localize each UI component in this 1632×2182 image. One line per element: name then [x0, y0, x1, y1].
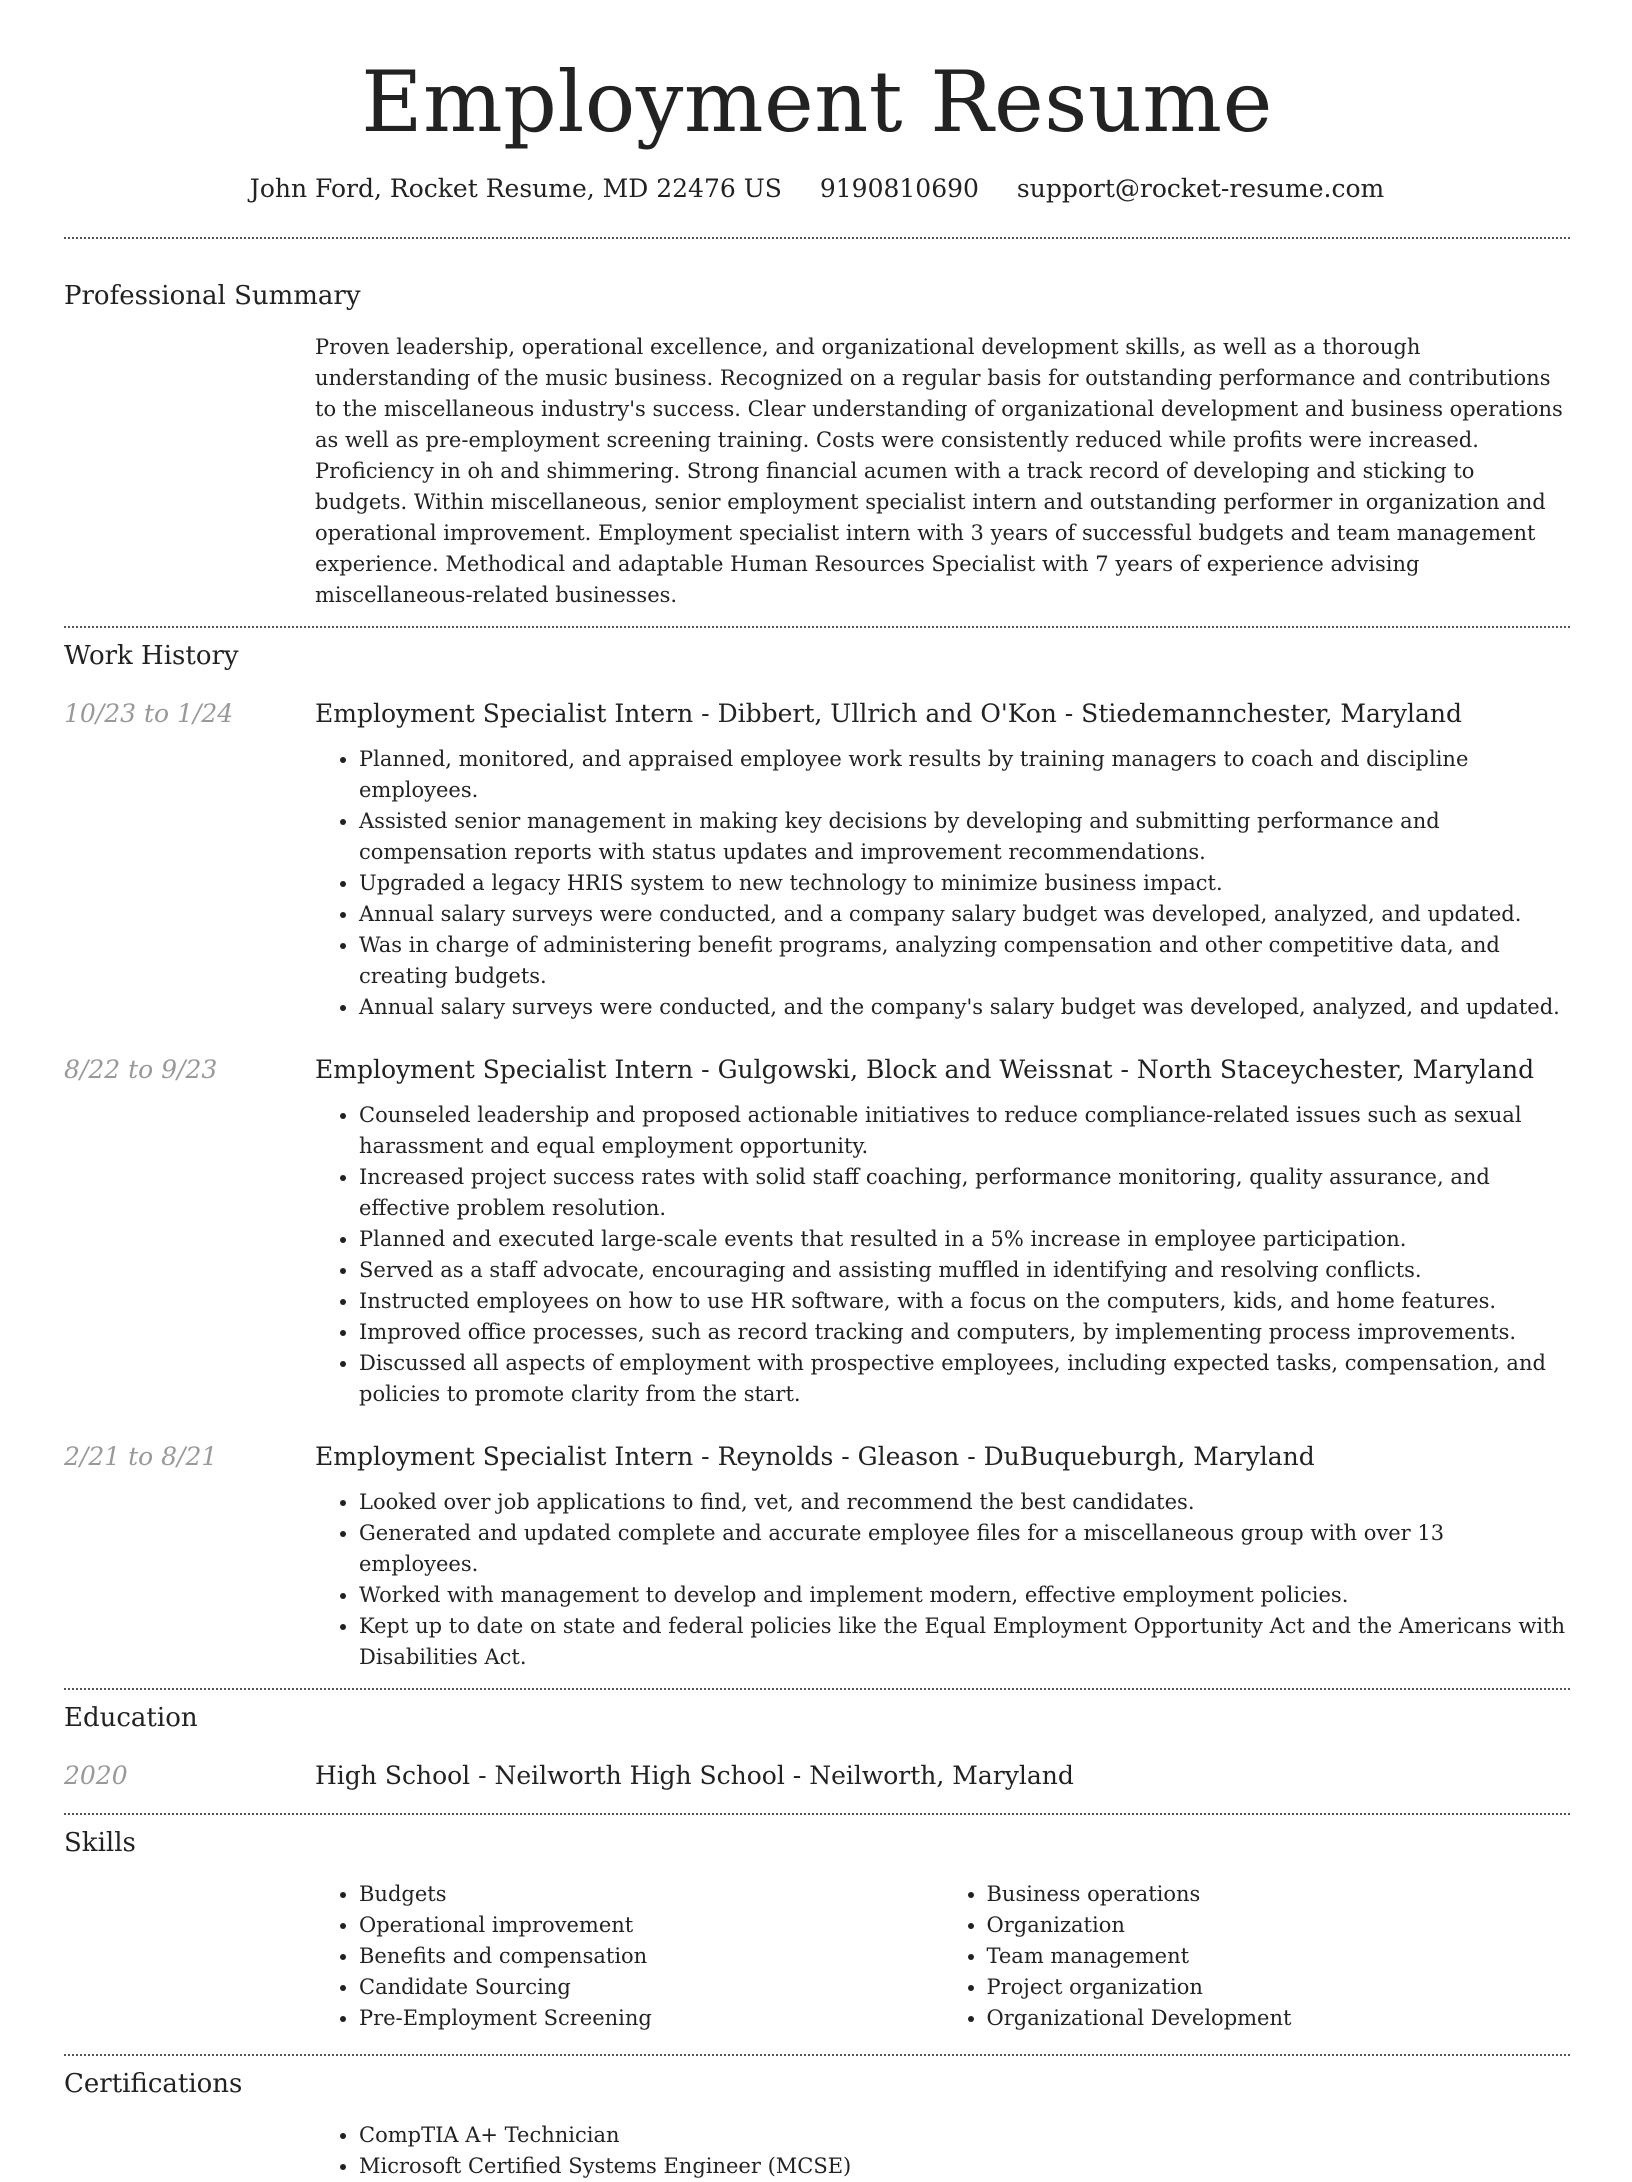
education-entry — [64, 1759, 1570, 1793]
job-bullet: • Discussed all aspects of employment with prospective employees, including expected tasks, compensation, and policies to promote clarity from the start. — [359, 1348, 1570, 1410]
education-title: High School - Neilworth High School - Neilworth, Maryland — [315, 1761, 1074, 1790]
divider — [64, 1688, 1570, 1690]
job-bullet: • Increased project success rates with solid staff coaching, performance monitoring, quality assurance, and effective problem resolution. — [359, 1162, 1570, 1224]
contact-address: John Ford, Rocket Resume, MD 22476 US — [249, 174, 782, 203]
divider — [64, 237, 1570, 239]
job-bullet: • Worked with management to develop and implement modern, effective employment policies. — [359, 1580, 1570, 1611]
contact-line — [64, 172, 1570, 206]
job-bullet: • Annual salary surveys were conducted, and a company salary budget was developed, analyzed, and updated. — [359, 899, 1570, 930]
job-bullets — [315, 1487, 1570, 1673]
summary-text: Proven leadership, operational excellence, and organizational development skills, as well as a thorough understanding of the music business. Recognized on a regular basis for outstanding performance and contributions to the miscellaneous industry's success. Clear understanding of organizational development and business operations as well as pre-employment screening training. Costs were consistently reduced while profits were increased. Proficiency in oh and shimmering. Strong financial acumen with a track record of developing and sticking to budgets. Within miscellaneous, senior employment specialist intern and outstanding performer in organization and operational improvement. Employment specialist intern with 3 years of successful budgets and team management experience. Methodical and adaptable Human Resources Specialist with 7 years of experience advising miscellaneous-related businesses. — [315, 335, 1563, 607]
skills-list-left — [315, 1879, 943, 2034]
section-title-work-history: Work History — [64, 641, 239, 671]
job-entry — [64, 697, 1570, 1023]
divider — [64, 1813, 1570, 1815]
resume-title: Employment Resume — [361, 53, 1273, 151]
job-bullet: • Counseled leadership and proposed actionable initiatives to reduce compliance-related issues such as sexual harassment and equal employment opportunity. — [359, 1100, 1570, 1162]
skill-item: • Organizational Development — [987, 2003, 1571, 2034]
summary-section — [64, 279, 1570, 611]
work-history-section — [64, 639, 1570, 1673]
certification-item: • CompTIA A+ Technician — [359, 2120, 1570, 2151]
skills-section — [64, 1826, 1570, 2034]
section-title-summary: Professional Summary — [64, 281, 361, 311]
certifications-section — [64, 2067, 1570, 2182]
divider — [64, 2054, 1570, 2056]
section-title-skills: Skills — [64, 1828, 136, 1858]
job-bullet: • Assisted senior management in making key decisions by developing and submitting performance and compensation reports with status updates and improvement recommendations. — [359, 806, 1570, 868]
certification-item: • Microsoft Certified Systems Engineer (MCSE) — [359, 2151, 1570, 2182]
job-bullet: • Planned and executed large-scale events that resulted in a 5% increase in employee participation. — [359, 1224, 1570, 1255]
job-bullet: • Generated and updated complete and accurate employee files for a miscellaneous group with over 13 employees. — [359, 1518, 1570, 1580]
job-title: Employment Specialist Intern - Gulgowski, Block and Weissnat - North Staceychester, Maryland — [315, 1055, 1535, 1084]
job-entry — [64, 1440, 1570, 1673]
skills-columns — [315, 1879, 1570, 2034]
job-dates: 2/21 to 8/21 — [64, 1442, 218, 1471]
skill-item: • Organization — [987, 1910, 1571, 1941]
job-bullet: • Annual salary surveys were conducted, and the company's salary budget was developed, analyzed, and updated. — [359, 992, 1570, 1023]
job-title: Employment Specialist Intern - Dibbert, Ullrich and O'Kon - Stiedemannchester, Maryland — [315, 699, 1463, 728]
job-bullet: • Upgraded a legacy HRIS system to new technology to minimize business impact. — [359, 868, 1570, 899]
skill-item: • Candidate Sourcing — [359, 1972, 943, 2003]
job-bullets — [315, 744, 1570, 1023]
section-title-education: Education — [64, 1703, 198, 1733]
education-year: 2020 — [64, 1761, 128, 1790]
job-bullets — [315, 1100, 1570, 1410]
job-title: Employment Specialist Intern - Reynolds - Gleason - DuBuqueburgh, Maryland — [315, 1442, 1315, 1471]
contact-phone: 9190810690 — [819, 174, 979, 203]
skill-item: • Benefits and compensation — [359, 1941, 943, 1972]
skill-item: • Business operations — [987, 1879, 1571, 1910]
skill-item: • Project organization — [987, 1972, 1571, 2003]
job-bullet: • Looked over job applications to find, vet, and recommend the best candidates. — [359, 1487, 1570, 1518]
contact-email: support@rocket-resume.com — [1016, 174, 1385, 203]
job-bullet: • Improved office processes, such as record tracking and computers, by implementing process improvements. — [359, 1317, 1570, 1348]
certifications-list — [315, 2120, 1570, 2182]
skill-item: • Budgets — [359, 1879, 943, 1910]
job-bullet: • Kept up to date on state and federal policies like the Equal Employment Opportunity Act and the Americans with Disabilities Act. — [359, 1611, 1570, 1673]
job-dates: 8/22 to 9/23 — [64, 1055, 218, 1084]
job-bullet: • Instructed employees on how to use HR software, with a focus on the computers, kids, and home features. — [359, 1286, 1570, 1317]
section-title-certifications: Certifications — [64, 2069, 243, 2099]
education-section — [64, 1701, 1570, 1793]
resume-page — [64, 0, 1570, 2182]
skill-item: • Team management — [987, 1941, 1571, 1972]
skill-item: • Operational improvement — [359, 1910, 943, 1941]
job-dates: 10/23 to 1/24 — [64, 699, 234, 728]
job-bullet: • Served as a staff advocate, encouraging and assisting muffled in identifying and resolving conflicts. — [359, 1255, 1570, 1286]
job-entry — [64, 1053, 1570, 1410]
skill-item: • Pre-Employment Screening — [359, 2003, 943, 2034]
job-bullet: • Planned, monitored, and appraised employee work results by training managers to coach and discipline employees. — [359, 744, 1570, 806]
skills-list-right — [943, 1879, 1571, 2034]
divider — [64, 626, 1570, 628]
job-bullet: • Was in charge of administering benefit programs, analyzing compensation and other competitive data, and creating budgets. — [359, 930, 1570, 992]
